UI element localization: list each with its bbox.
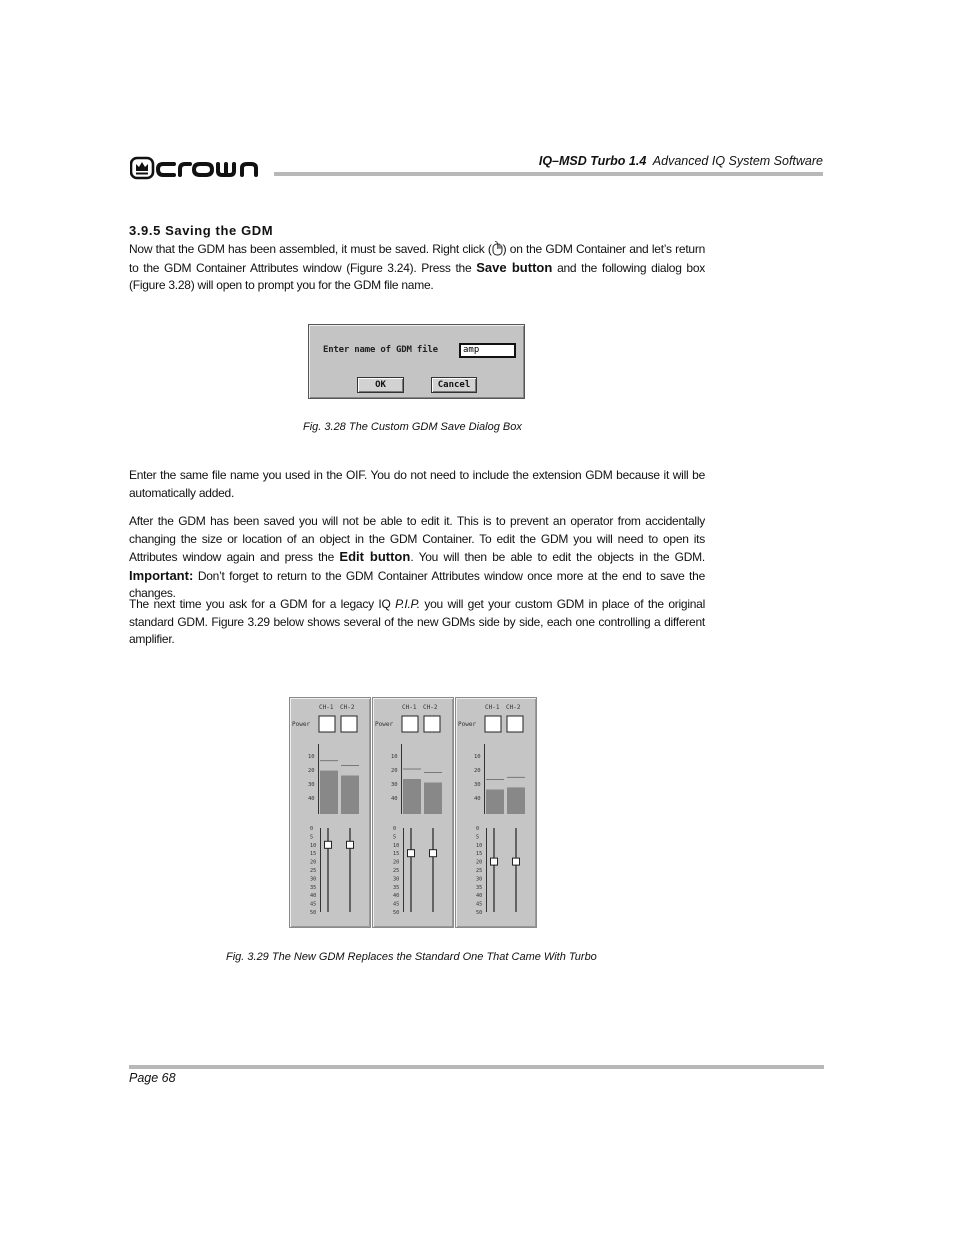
section-heading: 3.9.5 Saving the GDM — [129, 223, 274, 238]
p3-text-b: . You will then be able to edit the objects in the GDM. — [410, 550, 705, 565]
crown-logo — [130, 152, 275, 180]
meter-tick-label: 30 — [391, 782, 398, 788]
fader-tick-label: 35 — [393, 884, 400, 891]
meter-tick-label: 40 — [308, 796, 315, 802]
fader-tick-label: 40 — [393, 893, 400, 900]
ch2-meter — [507, 787, 525, 814]
fader-tick-label: 0 — [393, 826, 397, 832]
gdm-panel-graphic — [373, 698, 455, 929]
gdm-panel-graphic — [290, 698, 372, 929]
fader-tick-label: 20 — [393, 859, 400, 866]
pip-term: P.I.P. — [395, 597, 420, 611]
fader-tick-label: 50 — [310, 910, 317, 916]
fader-tick-label: 45 — [393, 901, 400, 908]
paragraph-extension: Enter the same file name you used in the OIF. You do not need to include the extension GDM because it will be automatically added. — [129, 468, 705, 500]
gdm-panel-graphic — [456, 698, 538, 929]
right-click-mouse-icon — [492, 241, 503, 256]
fader-tick-label: 25 — [476, 868, 483, 874]
meter-tick-label: 40 — [474, 796, 481, 802]
ok-button[interactable]: OK — [357, 377, 404, 393]
gdm-panels-figure — [289, 697, 537, 928]
p1-text-c: and the following dialog box (Figure 3.28) will open to prompt you for the GDM file name. — [129, 260, 705, 293]
p1-text-b: ) on the GDM Container and let’s return to the GDM Container Attributes window (Figure 3.24). Press the — [129, 242, 705, 275]
meter-tick-label: 10 — [474, 754, 481, 760]
ch1-meter — [320, 771, 338, 814]
cancel-button[interactable]: Cancel — [431, 377, 477, 393]
fader-tick-label: 0 — [310, 826, 314, 832]
page-number: Page 68 — [129, 1071, 176, 1085]
header-title — [539, 154, 823, 168]
fader-tick-label: 35 — [310, 884, 317, 891]
fader-tick-label: 20 — [476, 859, 483, 866]
p4-text-b: you will get your custom GDM in place of the original standard GDM. Figure 3.29 below shows several of the new GDMs side by side, each one controlling a different amplifier. — [129, 597, 706, 647]
ch2-label: CH-2 — [506, 704, 521, 711]
fader-tick-label: 5 — [476, 834, 480, 841]
ch2-fader-knob[interactable] — [513, 858, 520, 865]
fader-tick-label: 30 — [476, 876, 483, 883]
fader-tick-label: 0 — [476, 826, 480, 832]
p3-text-a: After the GDM has been saved you will not be able to edit it. This is to prevent an operator from accidentally changing the size or location of an object in the GDM Container. To edit the GDM you will need to open its Attributes window again and press the — [129, 514, 705, 565]
ch1-fader-knob[interactable] — [408, 850, 415, 857]
fader-tick-label: 5 — [310, 834, 314, 841]
ch1-fader-knob[interactable] — [325, 841, 332, 848]
save-gdm-dialog — [308, 324, 525, 399]
power-label: Power — [375, 721, 394, 728]
fader-tick-label: 40 — [476, 893, 483, 900]
gdm-panel — [372, 697, 454, 928]
ch1-label: CH-1 — [402, 704, 417, 711]
fader-tick-label: 10 — [476, 842, 483, 849]
ch2-power-button[interactable] — [424, 716, 440, 732]
edit-button-term: Edit button — [339, 549, 411, 565]
header-rule — [274, 172, 823, 176]
footer-rule — [129, 1065, 824, 1069]
meter-tick-label: 20 — [474, 768, 481, 774]
ch1-power-button[interactable] — [402, 716, 418, 732]
meter-tick-label: 30 — [474, 782, 481, 788]
fader-tick-label: 25 — [393, 868, 400, 874]
power-label: Power — [292, 721, 311, 728]
paragraph-legacy — [129, 596, 705, 649]
fader-tick-label: 50 — [476, 910, 483, 916]
power-label: Power — [458, 721, 477, 728]
fader-tick-label: 15 — [310, 851, 317, 858]
meter-tick-label: 10 — [391, 754, 398, 760]
ch1-meter — [486, 790, 504, 815]
fader-tick-label: 15 — [476, 851, 483, 858]
figure-caption-3-29: Fig. 3.29 The New GDM Replaces the Standard One That Came With Turbo — [226, 951, 597, 963]
p1-text-a: Now that the GDM has been assembled, it must be saved. Right click ( — [129, 242, 492, 256]
ch2-power-button[interactable] — [507, 716, 523, 732]
meter-tick-label: 30 — [308, 782, 315, 788]
ch2-meter — [424, 783, 442, 815]
ch1-fader-knob[interactable] — [491, 858, 498, 865]
ch2-power-button[interactable] — [341, 716, 357, 732]
meter-tick-label: 10 — [308, 754, 315, 760]
fader-tick-label: 10 — [310, 842, 317, 849]
figure-caption-3-28: Fig. 3.28 The Custom GDM Save Dialog Box — [303, 421, 522, 433]
fader-tick-label: 40 — [310, 893, 317, 900]
meter-tick-label: 20 — [391, 768, 398, 774]
ch1-power-button[interactable] — [485, 716, 501, 732]
product-name: IQ–MSD Turbo 1.4 — [538, 154, 647, 168]
fader-tick-label: 15 — [393, 851, 400, 858]
fader-tick-label: 5 — [393, 834, 397, 841]
ch2-label: CH-2 — [423, 704, 438, 711]
meter-tick-label: 20 — [308, 768, 315, 774]
fader-tick-label: 45 — [476, 901, 483, 908]
important-term: Important: — [129, 567, 194, 583]
paragraph-save-intro — [129, 241, 705, 295]
gdm-panel — [289, 697, 371, 928]
fader-tick-label: 45 — [310, 901, 317, 908]
fader-tick-label: 10 — [393, 842, 400, 849]
ch1-meter — [403, 779, 421, 814]
ch2-fader-knob[interactable] — [430, 850, 437, 857]
ch1-power-button[interactable] — [319, 716, 335, 732]
gdm-file-name-input[interactable]: amp — [459, 343, 516, 358]
fader-tick-label: 35 — [476, 884, 483, 891]
fader-tick-label: 25 — [310, 868, 317, 874]
fader-tick-label: 30 — [393, 876, 400, 883]
ch2-label: CH-2 — [340, 704, 355, 711]
fader-tick-label: 20 — [310, 859, 317, 866]
ch2-fader-knob[interactable] — [347, 841, 354, 848]
p4-text-a: The next time you ask for a GDM for a legacy IQ — [129, 597, 396, 611]
meter-tick-label: 40 — [391, 796, 398, 802]
paragraph-edit — [129, 513, 705, 603]
fader-tick-label: 50 — [393, 910, 400, 916]
save-button-term: Save button — [476, 259, 553, 275]
fader-tick-label: 30 — [310, 876, 317, 883]
gdm-panel — [455, 697, 537, 928]
product-subtitle: Advanced IQ System Software — [652, 154, 823, 168]
ch1-label: CH-1 — [319, 704, 334, 711]
file-name-label: Enter name of GDM file — [323, 345, 438, 355]
p3-text-c: Don’t forget to return to the GDM Container Attributes window once more at the end to save the changes. — [129, 568, 705, 601]
ch2-meter — [341, 776, 359, 815]
ch1-label: CH-1 — [485, 704, 500, 711]
